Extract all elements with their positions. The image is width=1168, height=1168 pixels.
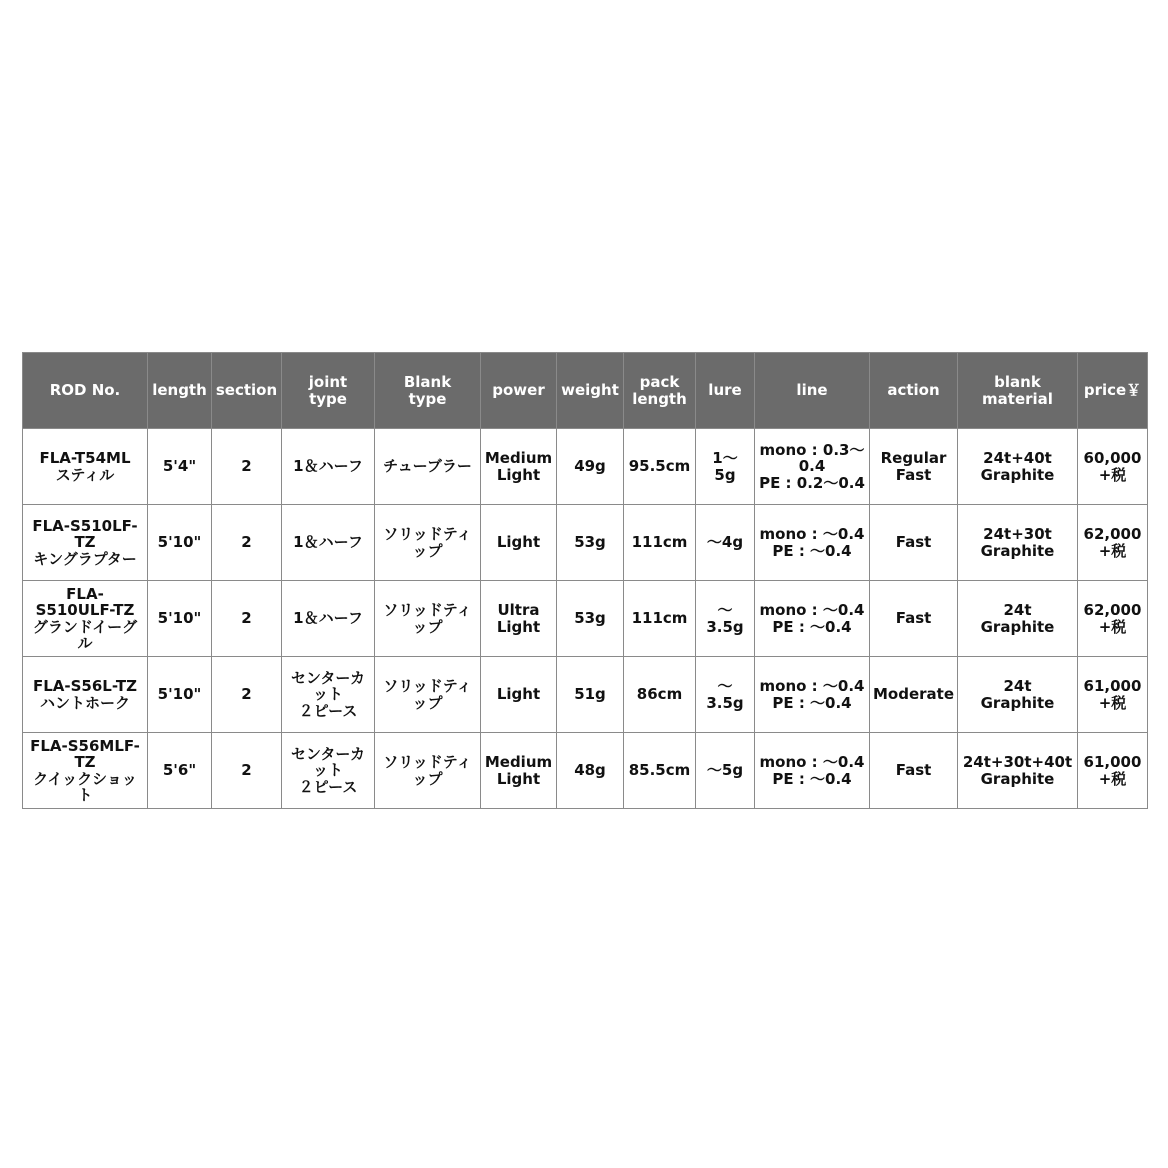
cell-price: 61,000 +税	[1078, 657, 1148, 733]
cell-rod-no: FLA-S56MLF- TZ クイックショッ ト	[23, 733, 148, 809]
cell-action: Fast	[870, 581, 958, 657]
cell-lure: ～4g	[696, 505, 755, 581]
table-row	[23, 505, 1148, 581]
cell-line: mono : ～0.4 PE : ～0.4	[755, 505, 870, 581]
cell-joint-type: 1＆ハーフ	[282, 505, 375, 581]
cell-pack-length: 111cm	[624, 505, 696, 581]
cell-section: 2	[212, 429, 282, 505]
header-length: length	[148, 353, 212, 429]
cell-length: 5'10"	[148, 505, 212, 581]
rod-spec-table	[22, 352, 1148, 809]
cell-blank-material: 24t Graphite	[958, 657, 1078, 733]
cell-blank-type: ソリッドティ ップ	[375, 581, 481, 657]
cell-blank-type: ソリッドティ ップ	[375, 733, 481, 809]
cell-section: 2	[212, 505, 282, 581]
header-blank-material: blank material	[958, 353, 1078, 429]
cell-price: 62,000 +税	[1078, 581, 1148, 657]
cell-length: 5'4"	[148, 429, 212, 505]
cell-price: 60,000 +税	[1078, 429, 1148, 505]
cell-weight: 53g	[557, 505, 624, 581]
header-pack-length: pack length	[624, 353, 696, 429]
cell-section: 2	[212, 657, 282, 733]
cell-blank-material: 24t Graphite	[958, 581, 1078, 657]
cell-lure: ～5g	[696, 733, 755, 809]
header-action: action	[870, 353, 958, 429]
cell-blank-type: チューブラー	[375, 429, 481, 505]
cell-power: Medium Light	[481, 733, 557, 809]
cell-lure: ～ 3.5g	[696, 581, 755, 657]
cell-blank-type: ソリッドティ ップ	[375, 657, 481, 733]
cell-pack-length: 111cm	[624, 581, 696, 657]
cell-action: Fast	[870, 733, 958, 809]
cell-joint-type: センターカ ット ２ピース	[282, 657, 375, 733]
cell-line: mono : ～0.4 PE : ～0.4	[755, 657, 870, 733]
cell-lure: 1～ 5g	[696, 429, 755, 505]
header-section: section	[212, 353, 282, 429]
header-price: price￥	[1078, 353, 1148, 429]
cell-blank-material: 24t+30t Graphite	[958, 505, 1078, 581]
header-rod-no: ROD No.	[23, 353, 148, 429]
cell-rod-no: FLA-S510LF- TZ キングラプター	[23, 505, 148, 581]
header-blank-type: Blank type	[375, 353, 481, 429]
cell-blank-type: ソリッドティ ップ	[375, 505, 481, 581]
cell-section: 2	[212, 581, 282, 657]
cell-action: Fast	[870, 505, 958, 581]
cell-weight: 48g	[557, 733, 624, 809]
table-header-row	[23, 353, 1148, 429]
cell-pack-length: 86cm	[624, 657, 696, 733]
cell-rod-no: FLA- S510ULF-TZ グランドイーグ ル	[23, 581, 148, 657]
cell-joint-type: 1＆ハーフ	[282, 581, 375, 657]
cell-pack-length: 95.5cm	[624, 429, 696, 505]
cell-blank-material: 24t+30t+40t Graphite	[958, 733, 1078, 809]
cell-lure: ～ 3.5g	[696, 657, 755, 733]
cell-action: Regular Fast	[870, 429, 958, 505]
cell-line: mono : ～0.4 PE : ～0.4	[755, 733, 870, 809]
cell-power: Medium Light	[481, 429, 557, 505]
cell-price: 62,000 +税	[1078, 505, 1148, 581]
cell-price: 61,000 +税	[1078, 733, 1148, 809]
header-joint-type: joint type	[282, 353, 375, 429]
cell-length: 5'6"	[148, 733, 212, 809]
cell-pack-length: 85.5cm	[624, 733, 696, 809]
cell-line: mono : 0.3～ 0.4 PE : 0.2～0.4	[755, 429, 870, 505]
cell-length: 5'10"	[148, 657, 212, 733]
header-line: line	[755, 353, 870, 429]
cell-action: Moderate	[870, 657, 958, 733]
cell-section: 2	[212, 733, 282, 809]
cell-power: Light	[481, 505, 557, 581]
table-row	[23, 733, 1148, 809]
cell-rod-no: FLA-T54ML スティル	[23, 429, 148, 505]
cell-joint-type: センターカ ット ２ピース	[282, 733, 375, 809]
cell-weight: 51g	[557, 657, 624, 733]
cell-weight: 49g	[557, 429, 624, 505]
table-row	[23, 429, 1148, 505]
header-power: power	[481, 353, 557, 429]
cell-line: mono : ～0.4 PE : ～0.4	[755, 581, 870, 657]
cell-rod-no: FLA-S56L-TZ ハントホーク	[23, 657, 148, 733]
cell-power: Ultra Light	[481, 581, 557, 657]
header-weight: weight	[557, 353, 624, 429]
header-lure: lure	[696, 353, 755, 429]
cell-joint-type: 1＆ハーフ	[282, 429, 375, 505]
table-row	[23, 581, 1148, 657]
cell-power: Light	[481, 657, 557, 733]
cell-blank-material: 24t+40t Graphite	[958, 429, 1078, 505]
cell-weight: 53g	[557, 581, 624, 657]
cell-length: 5'10"	[148, 581, 212, 657]
table-row	[23, 657, 1148, 733]
